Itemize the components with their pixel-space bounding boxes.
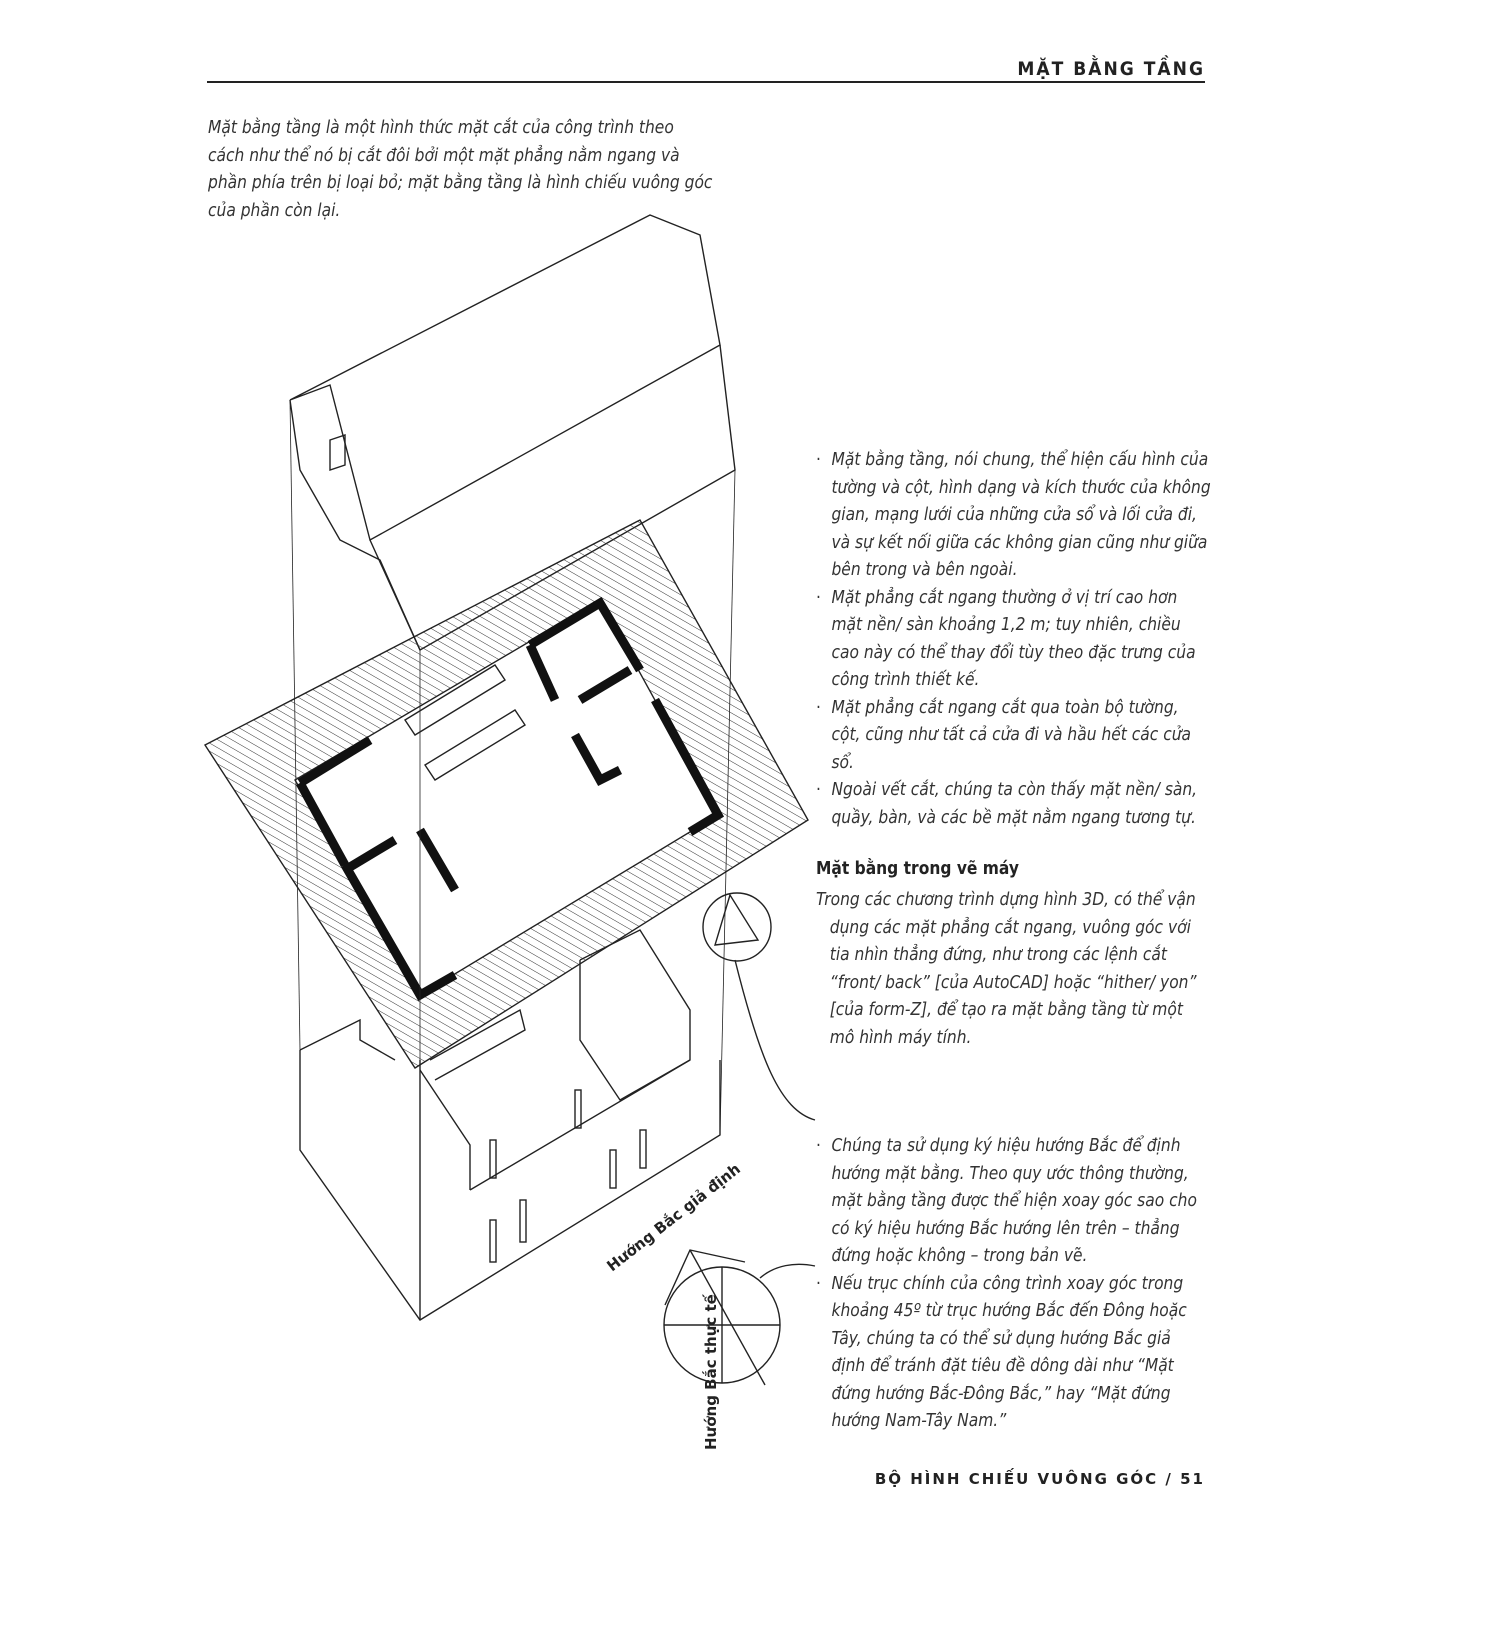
leader-line	[735, 960, 815, 1120]
true-north-label: Hướng Bắc thực tế	[702, 1294, 720, 1450]
north-arrow-large	[664, 1250, 780, 1385]
text-line: Trong các chương trình dựng hình 3D, có thể vận	[816, 889, 1196, 910]
bullet-line: mặt nền/ sàn khoảng 1,2 m; tuy nhiên, chiều	[831, 614, 1181, 635]
bullet-line: cao này có thể thay đổi tùy theo đặc trưng của	[831, 641, 1196, 663]
bullet-line: Tây, chúng ta có thể sử dụng hướng Bắc giả	[831, 1327, 1171, 1349]
cut-plane	[205, 520, 808, 1068]
bullet-line: đứng hướng Bắc-Đông Bắc,” hay “Mặt đứng	[831, 1382, 1171, 1404]
bullet-line: đứng hoặc không – trong bản vẽ.	[831, 1245, 1088, 1266]
bullet-line: · Mặt phẳng cắt ngang thường ở vị trí cao hơn	[816, 584, 1211, 612]
bullet-line: mặt bằng tầng được thể hiện xoay góc sao cho	[831, 1190, 1197, 1211]
bullet-line: hướng mặt bằng. Theo quy ước thông thường,	[831, 1162, 1189, 1184]
bullet-line: · Mặt phẳng cắt ngang cắt qua toàn bộ tường,	[816, 694, 1211, 722]
bullet-line: khoảng 45º từ trục hướng Bắc đến Đông hoặc	[831, 1300, 1187, 1321]
bullet-line: · Chúng ta sử dụng ký hiệu hướng Bắc để định	[816, 1132, 1197, 1160]
bullet-line: · Ngoài vết cắt, chúng ta còn thấy mặt nền/ sàn,	[816, 776, 1211, 804]
bullet-line: · Mặt bằng tầng, nói chung, thể hiện cấu hình của	[816, 446, 1211, 474]
text-line: mô hình máy tính.	[829, 1026, 972, 1048]
north-arrow-small	[703, 893, 771, 961]
text-line: Mặt bằng tầng là một hình thức mặt cắt của công trình theo	[208, 117, 674, 138]
text-line: tia nhìn thẳng đứng, như trong các lệnh cắt	[829, 944, 1167, 965]
bullet-line: quầy, bàn, và các bề mặt nằm ngang tương tự.	[831, 806, 1196, 828]
text-line: cách như thể nó bị cắt đôi bởi một mặt phẳng nằm ngang và	[208, 144, 680, 166]
section-heading: Mặt bằng trong vẽ máy	[816, 858, 1019, 879]
page-footer: BỘ HÌNH CHIẾU VUÔNG GÓC / 51	[874, 1470, 1205, 1488]
bullet-line: cột, cũng như tất cả cửa đi và hầu hết các cửa	[831, 724, 1192, 745]
leader-line	[760, 1264, 815, 1278]
bullet-line: và sự kết nối giữa các không gian cũng như giữa	[831, 531, 1208, 553]
text-line: [của form-Z], để tạo ra mặt bằng tầng từ một	[829, 999, 1183, 1020]
bullet-line: hướng Nam-Tây Nam.”	[831, 1410, 1007, 1431]
bullet-line: định để tránh đặt tiêu đề dông dài như “Mặt	[831, 1355, 1174, 1376]
text-line: phần phía trên bị loại bỏ; mặt bằng tầng là hình chiếu vuông góc	[208, 172, 713, 193]
text-line: “front/ back” [của AutoCAD] hoặc “hither/ yon”	[829, 971, 1197, 993]
page-title: MẶT BẰNG TẦNG	[1017, 58, 1205, 80]
bullet-line: có ký hiệu hướng Bắc hướng lên trên – thẳng	[831, 1217, 1180, 1239]
text-line: của phần còn lại.	[208, 199, 341, 221]
bullet-line: gian, mạng lưới của những cửa sổ và lối cửa đi,	[831, 504, 1197, 525]
bullet-line: · Nếu trục chính của công trình xoay góc trong	[816, 1270, 1197, 1298]
bullet-line: tường và cột, hình dạng và kích thước của không	[831, 476, 1211, 498]
bullet-line: bên trong và bên ngoài.	[831, 559, 1018, 580]
assumed-north-label: Hướng Bắc giả định	[603, 1159, 744, 1276]
bullet-line: sổ.	[831, 751, 854, 773]
bullet-line: công trình thiết kế.	[831, 669, 980, 690]
text-line: dụng các mặt phẳng cắt ngang, vuông góc với	[829, 916, 1191, 938]
